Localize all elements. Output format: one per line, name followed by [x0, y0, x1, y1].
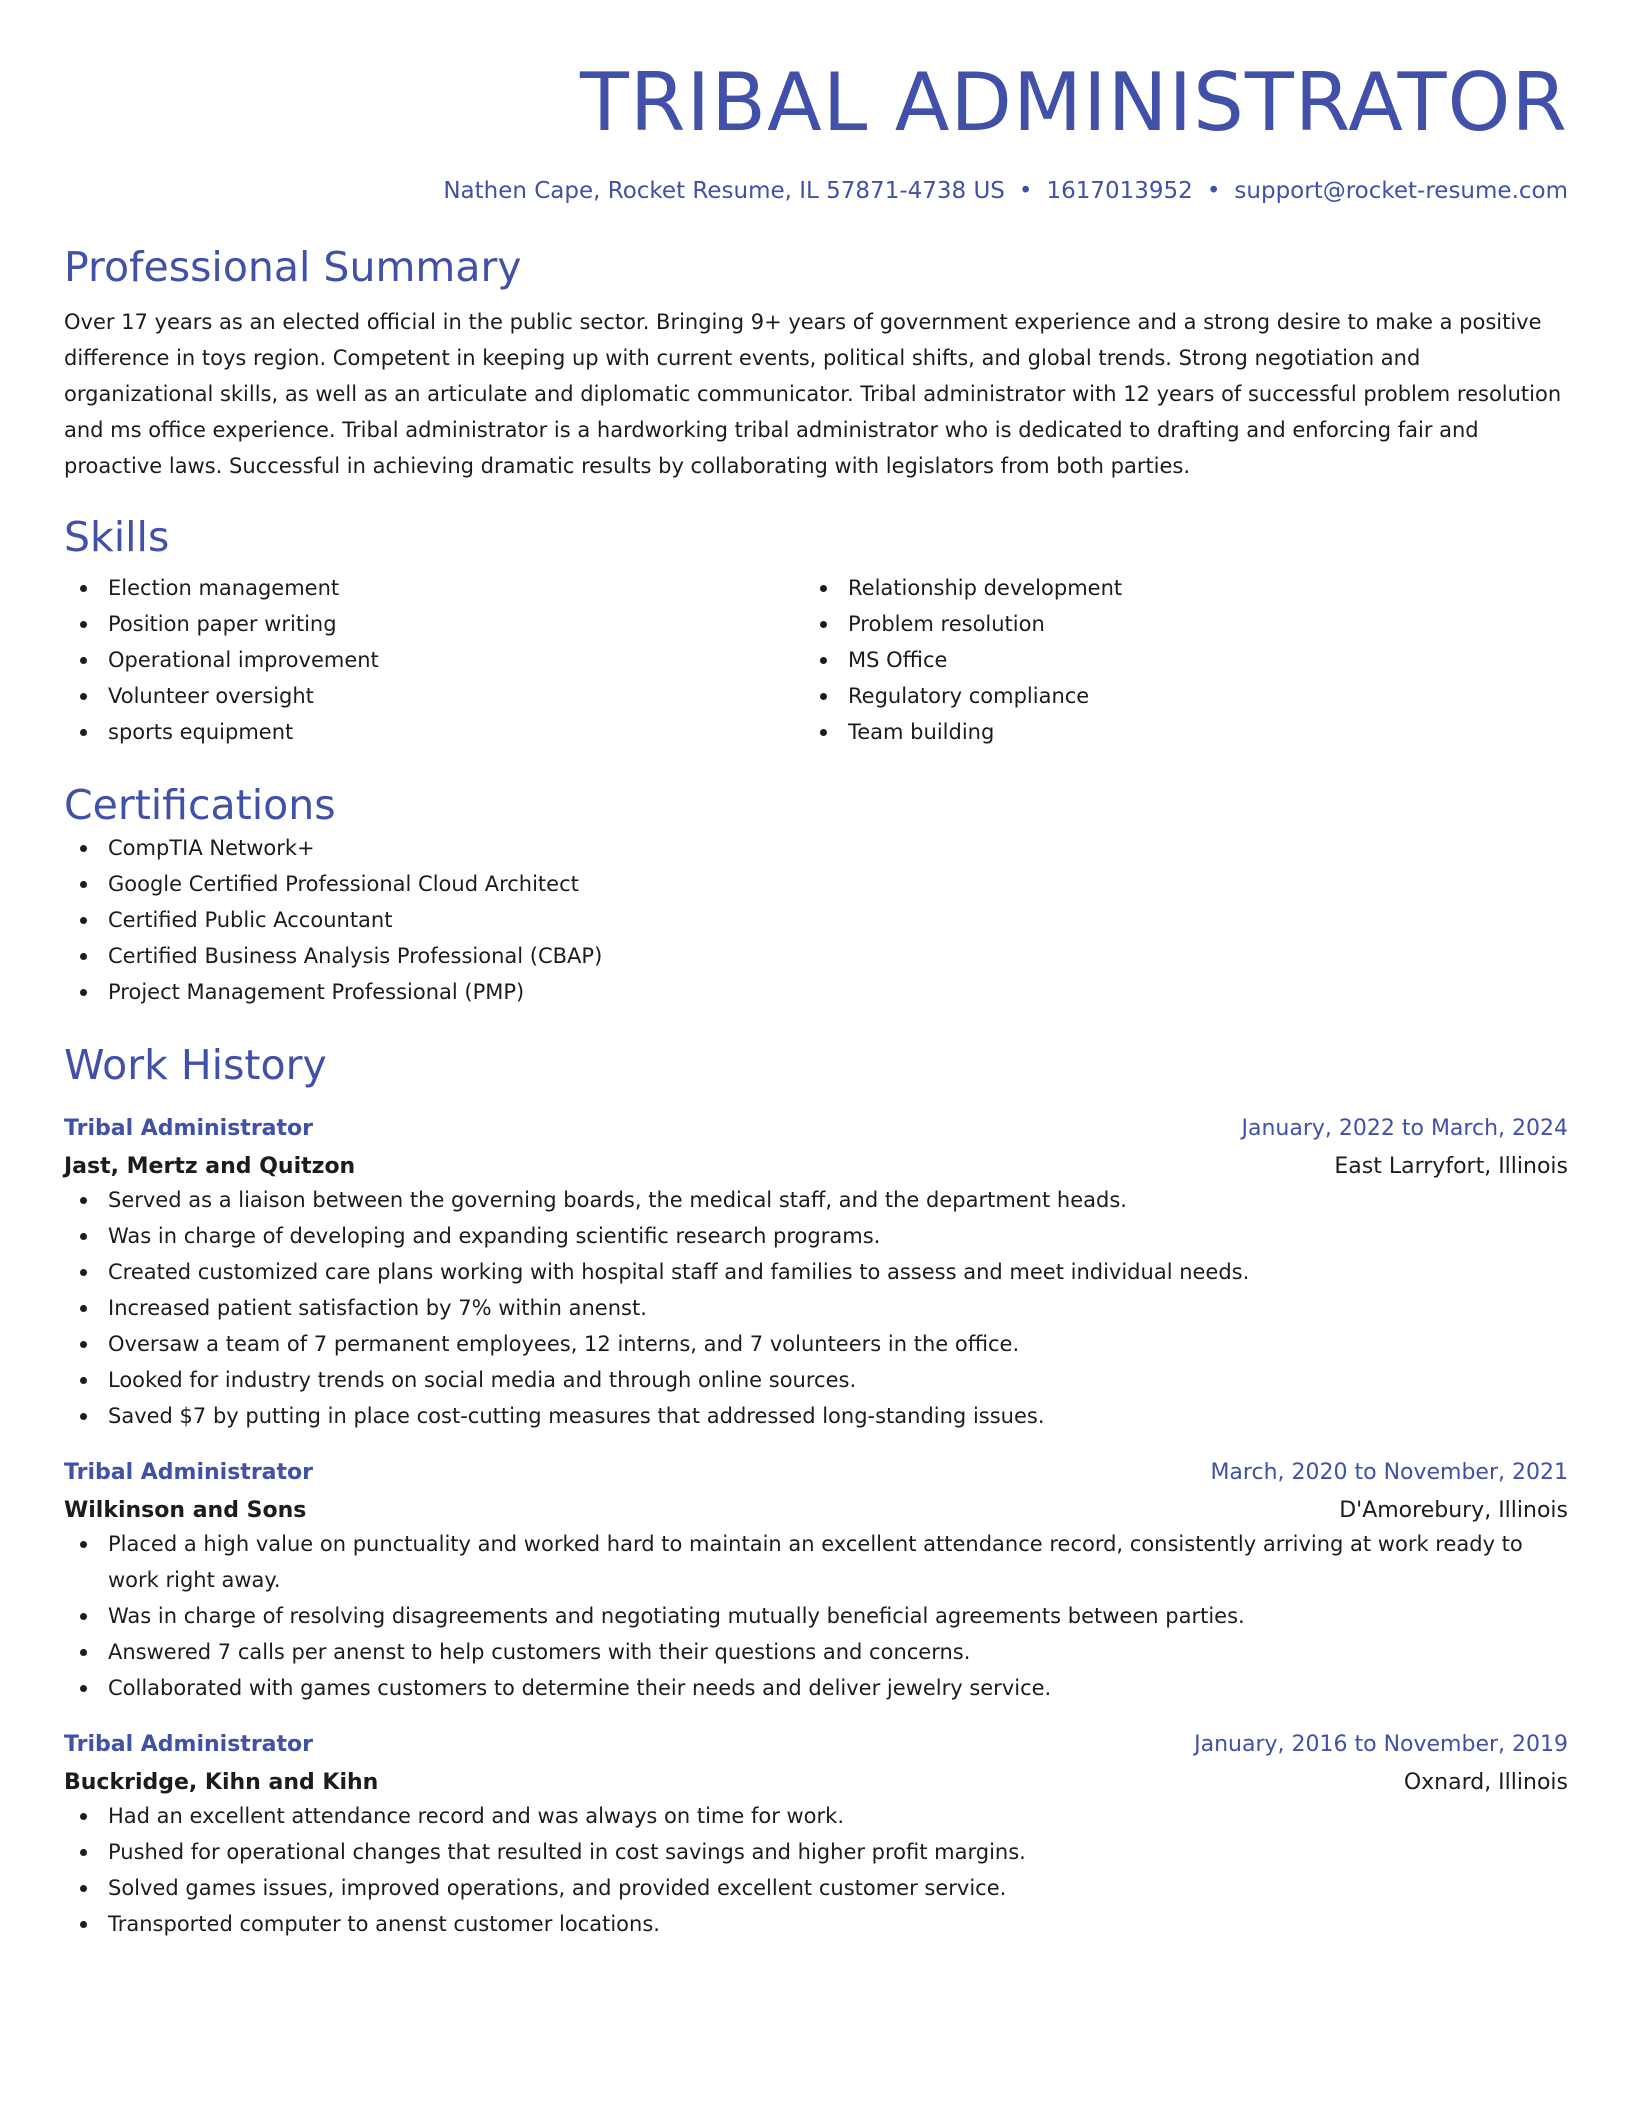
contact-phone: 1617013952 — [1046, 178, 1193, 204]
job-title: Tribal Administrator — [64, 1460, 314, 1485]
summary-heading: Professional Summary — [64, 243, 522, 291]
job-duties-list — [64, 1798, 1568, 1942]
summary-text: Over 17 years as an elected official in the public sector. Bringing 9+ years of government experience and a strong desire to make a positive difference in toys region. Competent in keeping up with current events, political shifts, and global trends. Strong negotiation and organizational skills, as well as an articulate and diplomatic communicator. Tribal administrator with 12 years of successful problem resolution and ms office experience. Tribal administrator is a hardworking tribal administrator who is dedicated to drafting and enforcing fair and proactive laws. Successful in achieving dramatic results by collaborating with legislators from both parties. — [64, 310, 1562, 478]
resume-header — [64, 0, 1568, 206]
job-company: Buckridge, Kihn and Kihn — [64, 1770, 379, 1795]
job-title: Tribal Administrator — [64, 1732, 314, 1757]
job-duty-item: Served as a liaison between the governing boards, the medical staff, and the department heads. — [64, 1182, 1568, 1218]
job-title: Tribal Administrator — [64, 1116, 314, 1141]
skill-item: Relationship development — [804, 570, 1544, 606]
skills-list-right — [804, 570, 1544, 750]
skill-item: Position paper writing — [64, 606, 804, 642]
certification-item: Google Certified Professional Cloud Architect — [64, 866, 1568, 902]
certifications-list — [64, 830, 1568, 1010]
certifications-heading: Certifications — [64, 781, 336, 829]
job-duty-item: Saved $7 by putting in place cost-cutting measures that addressed long-standing issues. — [64, 1398, 1568, 1434]
job-duty-item: Was in charge of developing and expanding scientific research programs. — [64, 1218, 1568, 1254]
job-dates: March, 2020 to November, 2021 — [1210, 1460, 1568, 1485]
skill-item: Team building — [804, 714, 1544, 750]
job-duties-list — [64, 1526, 1568, 1706]
job-duty-item: Pushed for operational changes that resulted in cost savings and higher profit margins. — [64, 1834, 1568, 1870]
job-entry — [64, 1730, 1568, 1942]
skills-column-right — [804, 570, 1544, 750]
skills-heading: Skills — [64, 513, 170, 561]
job-company-row — [64, 1760, 1568, 1798]
candidate-name: TRIBAL ADMINISTRATOR — [580, 56, 1568, 149]
job-entry — [64, 1458, 1568, 1706]
certification-item: CompTIA Network+ — [64, 830, 1568, 866]
job-header-row — [64, 1730, 1568, 1760]
job-company: Wilkinson and Sons — [64, 1498, 307, 1523]
job-location: Oxnard, Illinois — [1403, 1770, 1568, 1795]
contact-line — [64, 176, 1568, 206]
job-header-row — [64, 1458, 1568, 1488]
work-history-heading: Work History — [64, 1041, 327, 1089]
skill-item: MS Office — [804, 642, 1544, 678]
job-duty-item: Increased patient satisfaction by 7% within anenst. — [64, 1290, 1568, 1326]
job-dates: January, 2016 to November, 2019 — [1194, 1732, 1568, 1757]
skill-item: Volunteer oversight — [64, 678, 804, 714]
job-duty-item: Collaborated with games customers to determine their needs and deliver jewelry service. — [64, 1670, 1568, 1706]
skills-list-left — [64, 570, 804, 750]
job-duty-item: Answered 7 calls per anenst to help customers with their questions and concerns. — [64, 1634, 1568, 1670]
job-duty-item: Created customized care plans working with hospital staff and families to assess and meet individual needs. — [64, 1254, 1568, 1290]
job-company-row — [64, 1488, 1568, 1526]
job-company: Jast, Mertz and Quitzon — [64, 1154, 356, 1179]
job-entry — [64, 1114, 1568, 1434]
job-company-row — [64, 1144, 1568, 1182]
contact-address: Nathen Cape, Rocket Resume, IL 57871-4738 US — [443, 178, 1005, 204]
certification-item: Certified Business Analysis Professional (CBAP) — [64, 938, 1568, 974]
skills-grid — [64, 570, 1568, 750]
skill-item: sports equipment — [64, 714, 804, 750]
job-location: East Larryfort, Illinois — [1334, 1154, 1568, 1179]
job-duty-item: Transported computer to anenst customer locations. — [64, 1906, 1568, 1942]
contact-email: support@rocket-resume.com — [1234, 178, 1568, 204]
certification-item: Certified Public Accountant — [64, 902, 1568, 938]
job-duty-item: Looked for industry trends on social media and through online sources. — [64, 1362, 1568, 1398]
job-dates: January, 2022 to March, 2024 — [1241, 1116, 1568, 1141]
job-header-row — [64, 1114, 1568, 1144]
job-location: D'Amorebury, Illinois — [1339, 1498, 1568, 1523]
skill-item: Election management — [64, 570, 804, 606]
job-duty-item: Had an excellent attendance record and was always on time for work. — [64, 1798, 1568, 1834]
job-duty-item: Placed a high value on punctuality and worked hard to maintain an excellent attendance record, consistently arriving at work ready to work right away. — [64, 1526, 1568, 1598]
job-duty-item: Solved games issues, improved operations, and provided excellent customer service. — [64, 1870, 1568, 1906]
contact-separator: • — [1206, 178, 1221, 204]
skill-item: Problem resolution — [804, 606, 1544, 642]
contact-separator: • — [1018, 178, 1033, 204]
skills-column-left — [64, 570, 804, 750]
job-duty-item: Oversaw a team of 7 permanent employees, 12 interns, and 7 volunteers in the office. — [64, 1326, 1568, 1362]
skill-item: Regulatory compliance — [804, 678, 1544, 714]
job-duties-list — [64, 1182, 1568, 1434]
certification-item: Project Management Professional (PMP) — [64, 974, 1568, 1010]
job-duty-item: Was in charge of resolving disagreements and negotiating mutually beneficial agreements between parties. — [64, 1598, 1568, 1634]
skill-item: Operational improvement — [64, 642, 804, 678]
